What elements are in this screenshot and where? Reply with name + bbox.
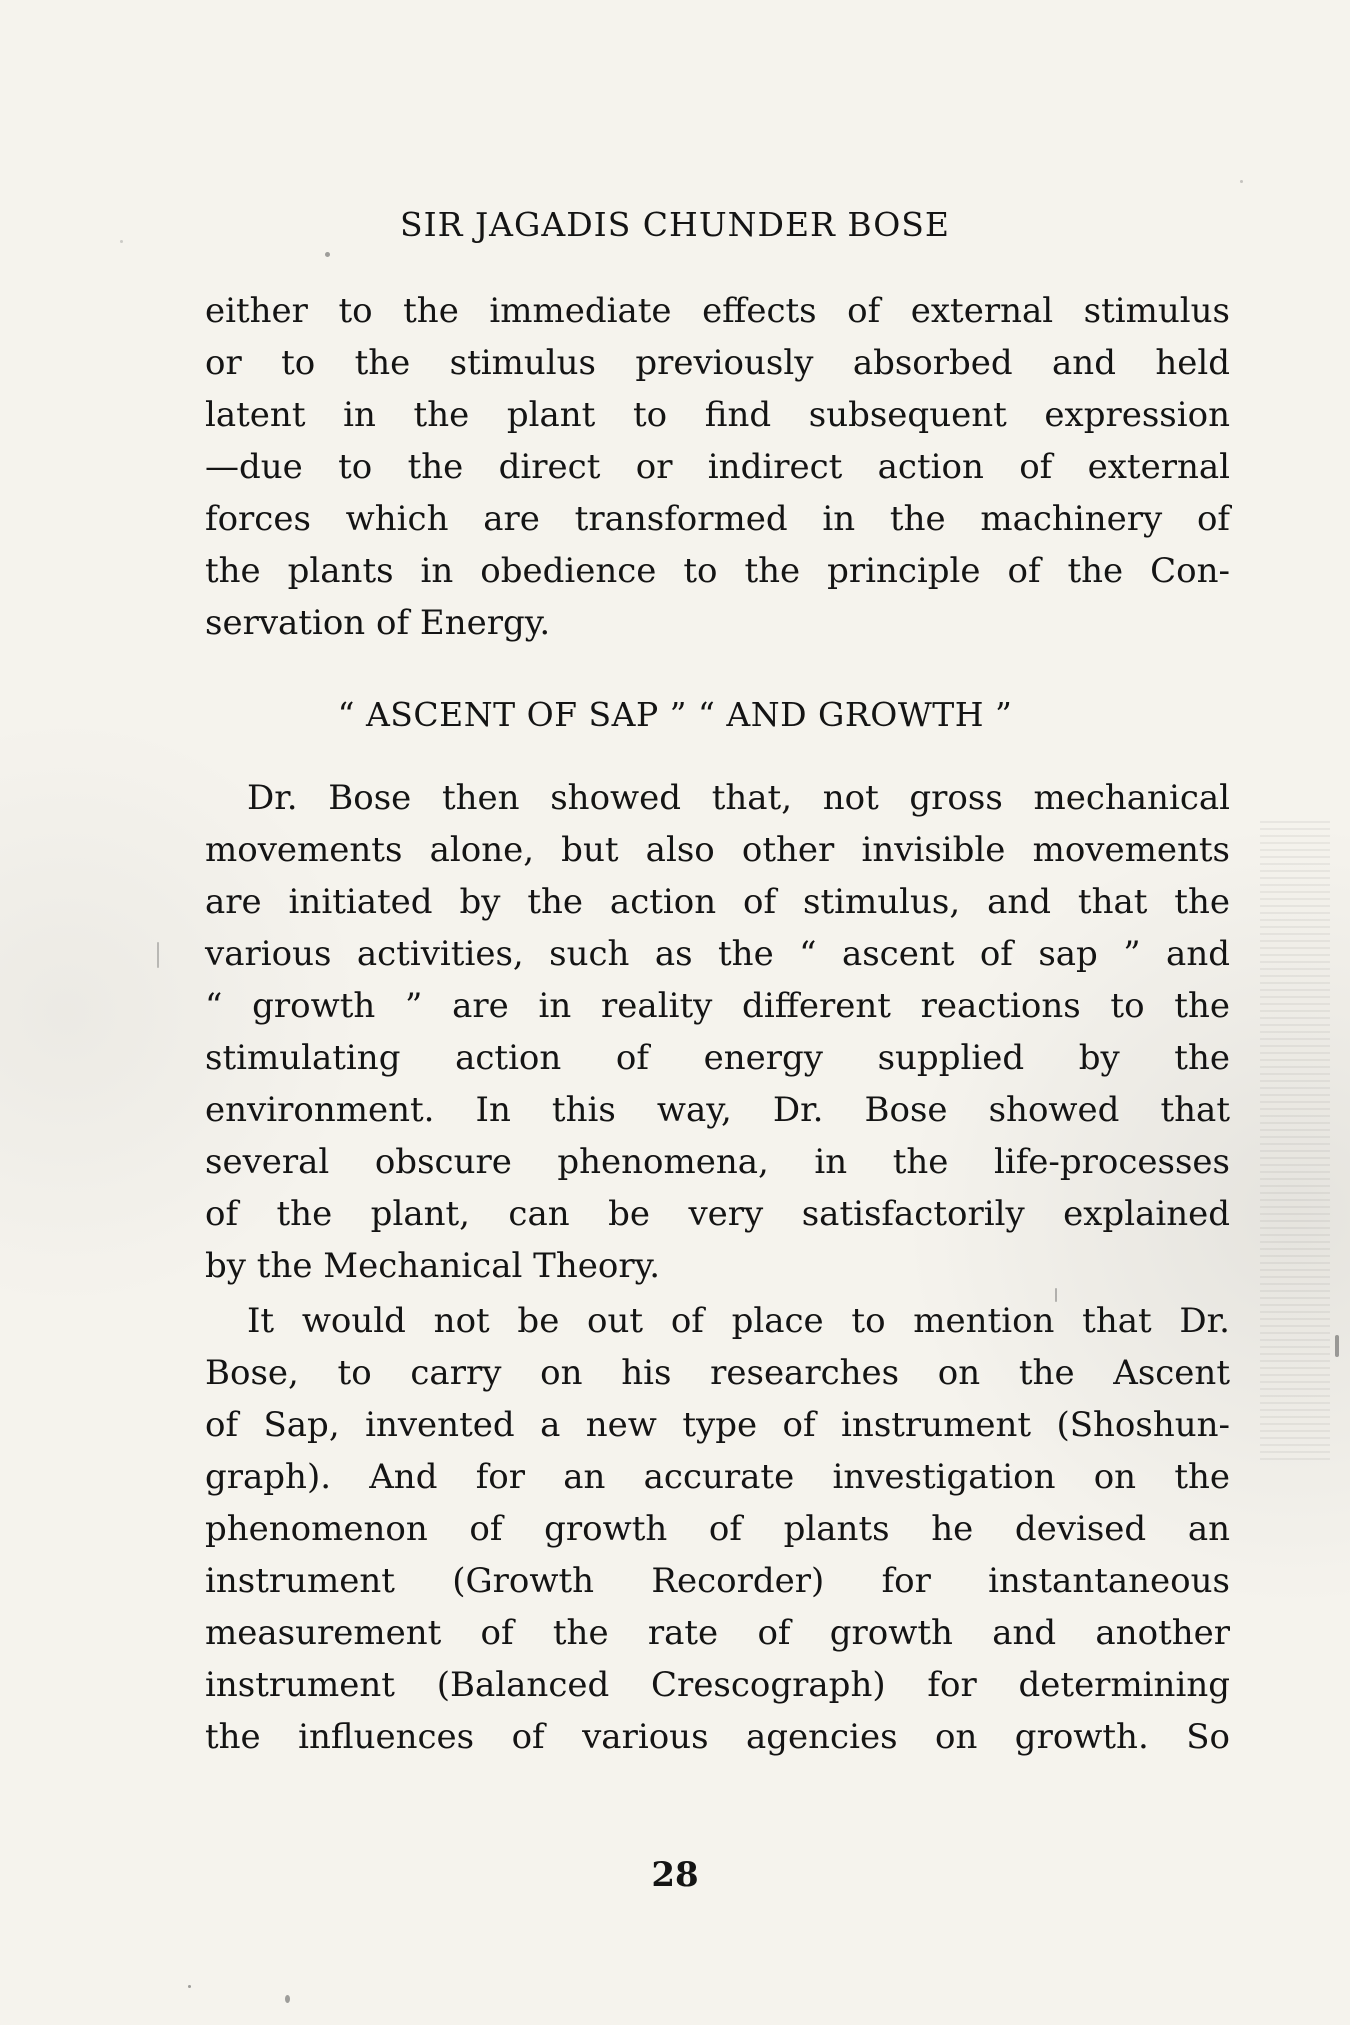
paragraph-line: either to the immediate effects of external stimulus (205, 291, 1230, 331)
scan-edge-noise (1260, 820, 1330, 1460)
paragraph-line: forces which are transformed in the machinery of (205, 499, 1230, 539)
paragraph-line: Bose, to carry on his researches on the Ascent (205, 1353, 1230, 1393)
paragraph-line: the plants in obedience to the principle of the Con- (205, 551, 1230, 591)
paragraph-3 (205, 1295, 1230, 1763)
scan-speck (188, 1985, 191, 1988)
paragraph-line: “ growth ” are in reality different reactions to the (205, 986, 1230, 1026)
scan-speck (1240, 180, 1243, 183)
paragraph-line: various activities, such as the “ ascent of sap ” and (205, 934, 1230, 974)
paragraph-line: or to the stimulus previously absorbed and held (205, 343, 1230, 383)
paragraph-line: latent in the plant to find subsequent expression (205, 395, 1230, 435)
paragraph-line: by the Mechanical Theory. (205, 1246, 661, 1286)
paragraph-line: several obscure phenomena, in the life-processes (205, 1142, 1230, 1182)
paragraph-line: servation of Energy. (205, 603, 551, 643)
paragraph-line: the influences of various agencies on growth. So (205, 1717, 1230, 1757)
paragraph-2 (205, 772, 1230, 1292)
paragraph-line: instrument (Balanced Crescograph) for determining (205, 1665, 1230, 1705)
paragraph-line: movements alone, but also other invisible movements (205, 830, 1230, 870)
scan-speck (120, 240, 123, 243)
paragraph-line: are initiated by the action of stimulus, and that the (205, 882, 1230, 922)
paragraph-line: of the plant, can be very satisfactorily explained (205, 1194, 1230, 1234)
paragraph-line: measurement of the rate of growth and another (205, 1613, 1230, 1653)
paragraph-line: graph). And for an accurate investigation on the (205, 1457, 1230, 1497)
paragraph-1 (205, 285, 1230, 649)
section-heading: “ ASCENT OF SAP ” “ AND GROWTH ” (337, 695, 1013, 734)
paragraph-line: —due to the direct or indirect action of external (205, 447, 1230, 487)
paragraph-line: Dr. Bose then showed that, not gross mechanical (247, 778, 1230, 818)
running-header: SIR JAGADIS CHUNDER BOSE (399, 205, 951, 244)
scan-speck (157, 942, 159, 968)
paragraph-line: It would not be out of place to mention that Dr. (247, 1301, 1230, 1341)
paragraph-line: stimulating action of energy supplied by the (205, 1038, 1230, 1078)
paragraph-line: of Sap, invented a new type of instrument (Shoshun- (205, 1405, 1230, 1445)
paragraph-line: phenomenon of growth of plants he devised an (205, 1509, 1230, 1549)
scan-speck (325, 252, 330, 257)
scan-speck (1055, 1288, 1057, 1302)
paragraph-line: environment. In this way, Dr. Bose showed that (205, 1090, 1230, 1130)
scan-speck (1335, 1335, 1339, 1357)
paragraph-line: instrument (Growth Recorder) for instantaneous (205, 1561, 1230, 1601)
page-number: 28 (651, 1855, 699, 1895)
scan-speck (285, 1995, 290, 2003)
